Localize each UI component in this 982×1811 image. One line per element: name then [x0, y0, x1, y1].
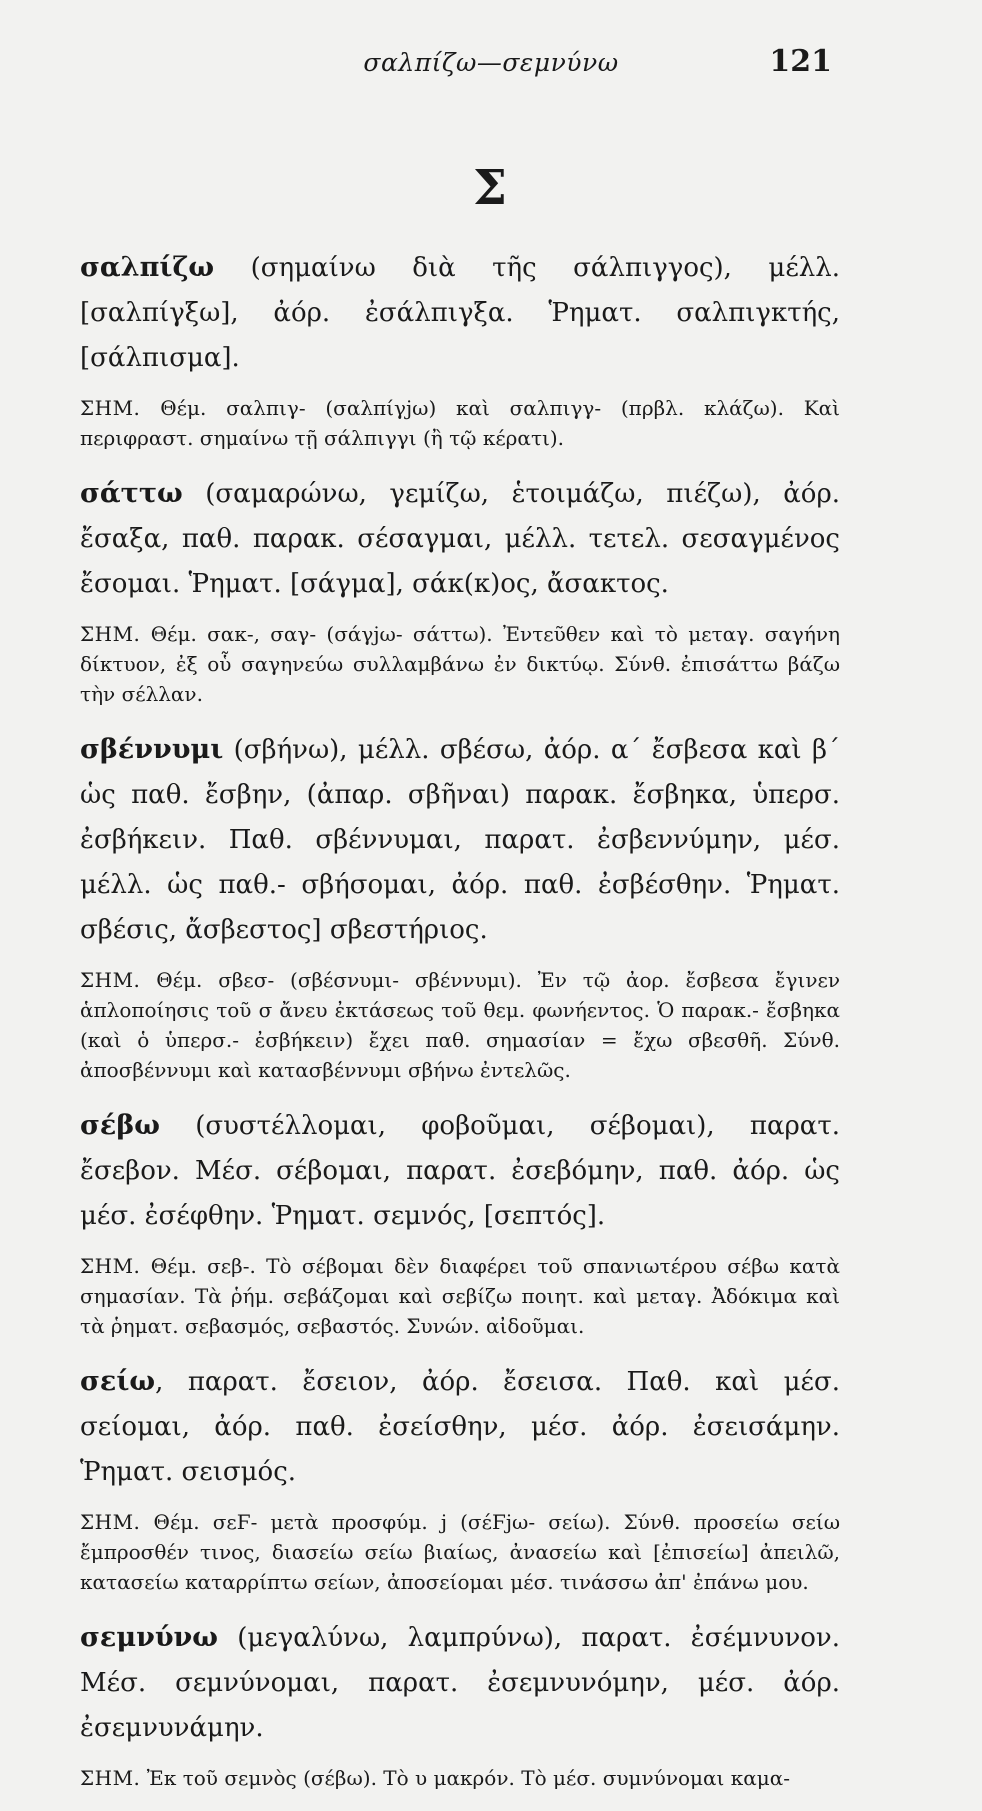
entry-lemma: σαλπίζω	[80, 252, 215, 283]
section-letter-heading: Σ	[473, 160, 509, 216]
entry-lemma: σέβω	[80, 1110, 160, 1141]
entry-main-text	[80, 245, 840, 381]
entry-lemma: σείω	[80, 1366, 156, 1397]
entry-main-text	[80, 1359, 840, 1495]
entry-main-text	[80, 1615, 840, 1751]
note-body: Θέμ. σεϜ- μετὰ προσφύμ. j (σέϜjω- σείω). Σύνθ. προσείω σείω ἔμπροσθέν τινος, διασείω σείω βιαίως, ἀνασείω καὶ [ἐπισείω] ἀπειλῶ, κατασείω καταρρίπτω σείων, ἀποσείομαι μέσ. τινάσσω ἀπ' ἐπάνω μου.	[80, 1510, 841, 1594]
entry-definition: (σημαίνω διὰ τῆς σάλπιγγος), μέλλ. [σαλπίγξω], ἀόρ. ἐσάλπιγξα. Ῥηματ. σαλπιγκτής, [σάλπισμα].	[80, 253, 841, 373]
entry-note	[80, 1763, 840, 1793]
entry-main-text	[80, 1103, 840, 1239]
entry-definition: (σβήνω), μέλλ. σβέσω, ἀόρ. α΄ ἔσβεσα καὶ β΄ ὡς παθ. ἔσβην, (ἀπαρ. σβῆναι) παρακ. ἔσβηκα, ὑπερσ. ἐσβήκειν. Παθ. σβέννυμαι, παρατ. ἐσβεννύμην, μέσ. μέλλ. ὡς παθ.- σβήσομαι, ἀόρ. παθ. ἐσβέσθην. Ῥηματ. σβέσις, ἄσβεστος] σβεστήριος.	[80, 735, 841, 945]
entry-definition: (σαμαρώνω, γεμίζω, ἑτοιμάζω, πιέζω), ἀόρ. ἔσαξα, παθ. παρακ. σέσαγμαι, μέλλ. τετελ. σεσαγμένος ἔσομαι. Ῥηματ. [σάγμα], σάκ(κ)ος, ἄσακτος.	[80, 479, 841, 599]
entry-definition: (συστέλλομαι, φοβοῦμαι, σέβομαι), παρατ. ἔσεβον. Μέσ. σέβομαι, παρατ. ἐσεβόμην, παθ. ἀόρ. ὡς μέσ. ἐσέφθην. Ῥηματ. σεμνός, [σεπτός].	[80, 1111, 840, 1231]
page-number: 121	[769, 44, 832, 79]
note-body: Θέμ. σαλπιγ- (σαλπίγjω) καὶ σαλπιγγ- (πρβλ. κλάζω). Καὶ περιφραστ. σημαίνω τῇ σάλπιγγι (ἢ τῷ κέρατι).	[80, 396, 840, 450]
entry-note	[80, 1251, 840, 1341]
entry-main-text	[80, 727, 840, 953]
entry-note	[80, 1507, 840, 1597]
page-header	[0, 44, 982, 88]
entry-sebo	[80, 1103, 840, 1341]
note-label: ΣΗΜ.	[80, 622, 141, 646]
note-body: Θέμ. σβεσ- (σβέσνυμι- σβέννυμι). Ἐν τῷ ἀορ. ἔσβεσα ἔγινεν ἁπλοποίησις τοῦ σ ἄνευ ἐκτάσεως τοῦ θεμ. φωνήεντος. Ὁ παρακ.- ἔσβηκα (καὶ ὁ ὑπερσ.- ἐσβήκειν) ἔχει παθ. σημασίαν = ἔχω σβεσθῆ. Σύνθ. ἀποσβέννυμι καὶ κατασβέννυμι σβήνω ἐντελῶς.	[80, 968, 840, 1082]
entry-lemma: σβέννυμι	[80, 734, 224, 765]
entry-seio	[80, 1359, 840, 1597]
note-body: Ἐκ τοῦ σεμνὸς (σέβω). Τὸ υ μακρόν. Τὸ μέσ. συμνύνομαι καμα-	[146, 1766, 790, 1790]
entry-note	[80, 393, 840, 453]
note-label: ΣΗΜ.	[80, 1510, 141, 1534]
entry-definition: , παρατ. ἔσειον, ἀόρ. ἔσεισα. Παθ. καὶ μέσ. σείομαι, ἀόρ. παθ. ἐσείσθην, μέσ. ἀόρ. ἐσεισάμην. Ῥηματ. σεισμός.	[80, 1367, 840, 1487]
entry-sbennymi	[80, 727, 840, 1085]
running-head: σαλπίζω—σεμνύνω	[363, 48, 619, 77]
note-label: ΣΗΜ.	[80, 1254, 141, 1278]
entry-definition: (μεγαλύνω, λαμπρύνω), παρατ. ἐσέμνυνον. Μέσ. σεμνύνομαι, παρατ. ἐσεμνυνόμην, μέσ. ἀόρ. ἐσεμνυνάμην.	[80, 1623, 840, 1743]
entry-note	[80, 619, 840, 709]
entry-satto	[80, 471, 840, 709]
entry-main-text	[80, 471, 840, 607]
entry-note	[80, 965, 840, 1085]
note-body: Θέμ. σεβ-. Τὸ σέβομαι δὲν διαφέρει τοῦ σπανιωτέρου σέβω κατὰ σημασίαν. Τὰ ῥήμ. σεβάζομαι καὶ σεβίζω ποιητ. καὶ μεταγ. Ἀδόκιμα καὶ τὰ ῥηματ. σεβασμός, σεβαστός. Συνών. αἰδοῦμαι.	[80, 1254, 841, 1338]
entry-lemma: σεμνύνω	[80, 1622, 218, 1653]
note-label: ΣΗΜ.	[80, 1766, 141, 1790]
entry-salpizo	[80, 245, 840, 453]
note-label: ΣΗΜ.	[80, 968, 141, 992]
entry-semnyno	[80, 1615, 840, 1793]
dictionary-body	[80, 245, 840, 1811]
note-label: ΣΗΜ.	[80, 396, 141, 420]
entry-lemma: σάττω	[80, 478, 183, 509]
note-body: Θέμ. σακ-, σαγ- (σάγjω- σάττω). Ἐντεῦθεν καὶ τὸ μεταγ. σαγήνη δίκτυον, ἐξ οὗ σαγηνεύω συλλαμβάνω ἐν δικτύῳ. Σύνθ. ἐπισάττω βάζω τὴν σέλλαν.	[80, 622, 840, 706]
